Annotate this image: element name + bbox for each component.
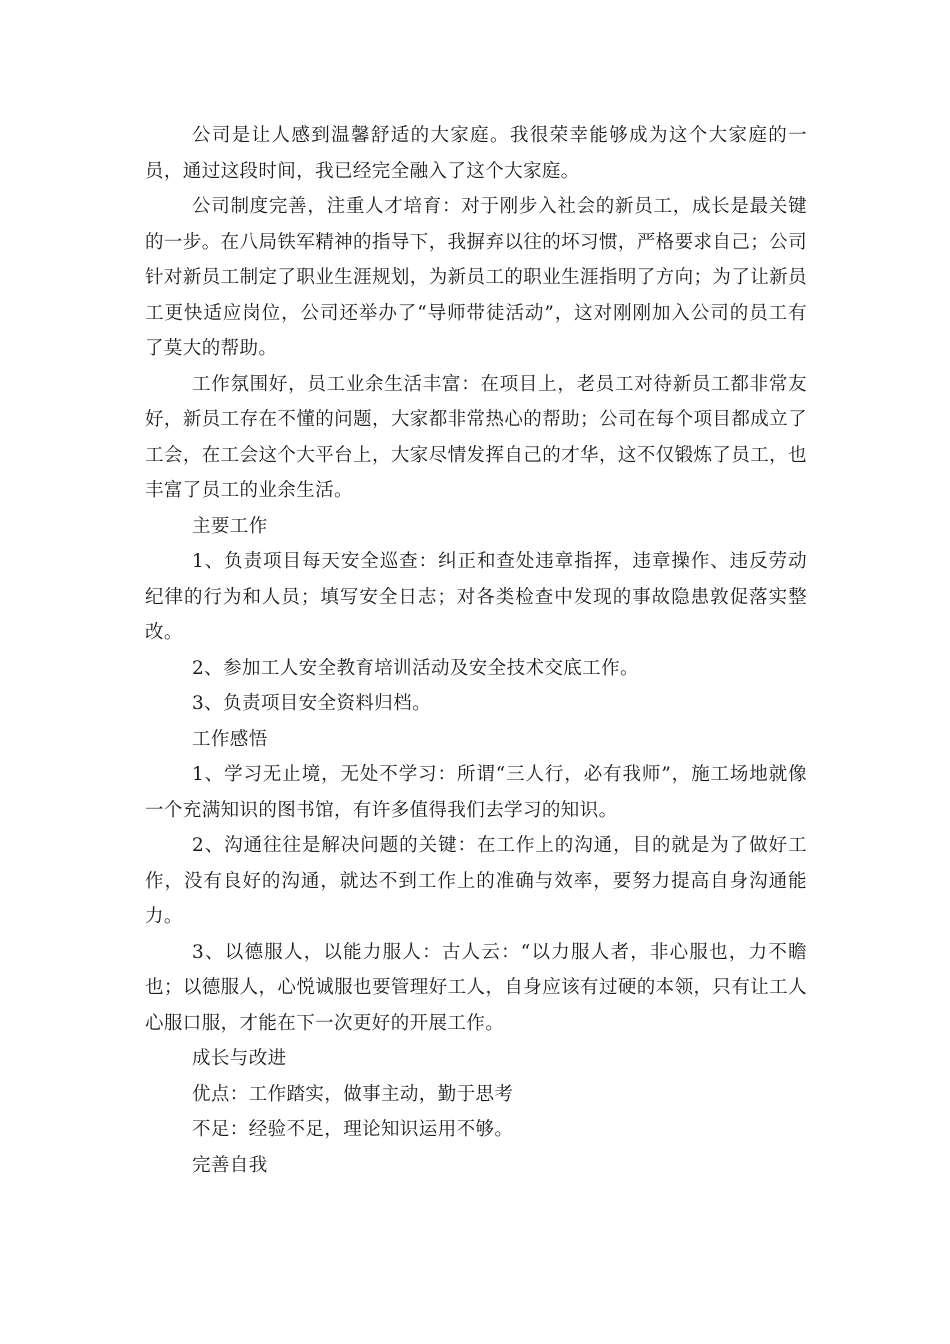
heading-work-insights: 工作感悟 <box>192 728 268 750</box>
paragraph-work-item-3: 3、负责项目安全资料归档。 <box>192 693 431 714</box>
paragraph-weaknesses: 不足：经验不足，理论知识运用不够。 <box>192 1119 514 1140</box>
paragraph-insight-1: 1、学习无止境，无处不学习：所谓“三人行，必有我师”，施工场地就像一个充满知识的图书馆，有许多值得我们去学习的知识。 <box>145 764 807 821</box>
paragraph-work-item-2: 2、参加工人安全教育培训活动及安全技术交底工作。 <box>192 657 639 679</box>
heading-main-work: 主要工作 <box>192 515 268 537</box>
heading-growth-improvement: 成长与改进 <box>192 1048 287 1069</box>
paragraph-company-system: 公司制度完善，注重人才培育：对于刚步入社会的新员工，成长是最关键的一步。在八局铁军精神的指导下，我摒弃以往的坏习惯，严格要求自己；公司针对新员工制定了职业生涯规划，为新员工的职业生涯指明了方向；为了让新员工更快适应岗位，公司还举办了“导师带徒活动”，这对刚刚加入公司的员工有了莫大的帮助。 <box>145 196 807 359</box>
paragraph-insight-3: 3、以德服人，以能力服人：古人云：“以力服人者，非心服也，力不瞻也；以德服人，心悦诚服也要管理好工人，自身应该有过硬的本领，只有让工人心服口服，才能在下一次更好的开展工作。 <box>145 941 807 1034</box>
heading-self-improvement: 完善自我 <box>192 1154 268 1176</box>
paragraph-company-family: 公司是让人感到温馨舒适的大家庭。我很荣幸能够成为这个大家庭的一员，通过这段时间，我已经完全融入了这个大家庭。 <box>145 125 807 182</box>
document-body <box>145 118 807 1183</box>
paragraph-strengths: 优点：工作踏实，做事主动，勤于思考 <box>192 1083 514 1105</box>
paragraph-insight-2: 2、沟通往往是解决问题的关键：在工作上的沟通，目的就是为了做好工作，没有良好的沟通，就达不到工作上的准确与效率，要努力提高自身沟通能力。 <box>145 835 807 927</box>
paragraph-work-item-1: 1、负责项目每天安全巡查：纠正和查处违章指挥，违章操作、违反劳动纪律的行为和人员；填写安全日志；对各类检查中发现的事故隐患敦促落实整改。 <box>145 551 807 643</box>
paragraph-work-atmosphere: 工作氛围好，员工业余生活丰富：在项目上，老员工对待新员工都非常友好，新员工存在不懂的问题，大家都非常热心的帮助；公司在每个项目都成立了工会，在工会这个大平台上，大家尽情发挥自己的才华，这不仅锻炼了员工，也丰富了员工的业余生活。 <box>145 373 807 501</box>
